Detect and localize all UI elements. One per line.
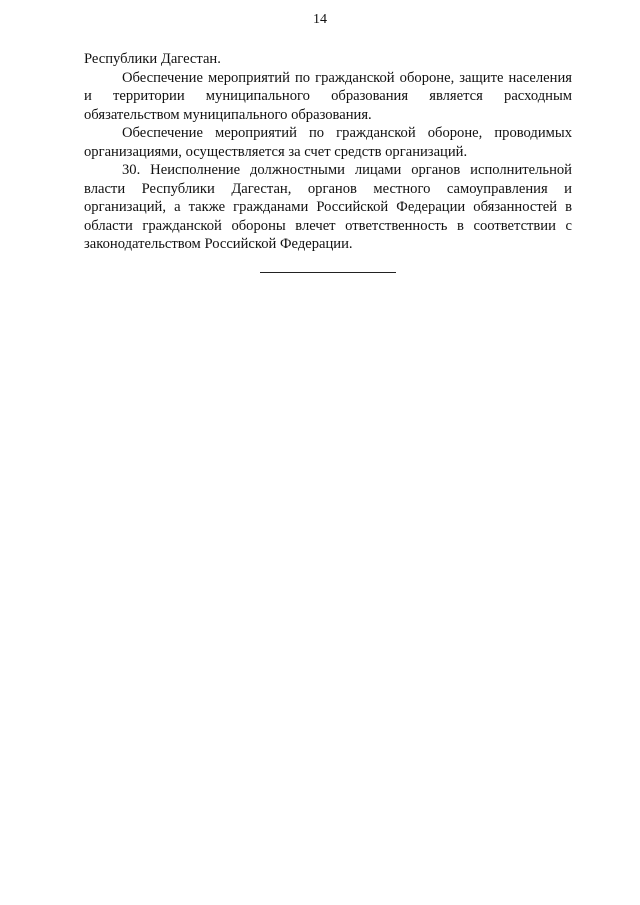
text-line: и территории муниципального образования является расходным bbox=[84, 88, 572, 104]
page-number: 14 bbox=[313, 12, 327, 27]
end-separator-line bbox=[260, 272, 396, 273]
text-line: Обеспечение мероприятий по гражданской обороне, проводимых bbox=[122, 125, 572, 141]
text-line: организаций, а также гражданами Российской Федерации обязанностей в bbox=[84, 199, 572, 215]
text-line: 30. Неисполнение должностными лицами органов исполнительной bbox=[122, 162, 572, 178]
text-line: законодательством Российской Федерации. bbox=[84, 236, 353, 252]
text-line: Обеспечение мероприятий по гражданской обороне, защите населения bbox=[122, 69, 572, 86]
text-line: Республики Дагестан. bbox=[84, 51, 221, 67]
text-line: обязательством муниципального образования. bbox=[84, 106, 372, 123]
text-line: организациями, осуществляется за счет средств организаций. bbox=[84, 143, 468, 160]
text-line: власти Республики Дагестан, органов местного самоуправления и bbox=[84, 180, 572, 197]
document-body bbox=[84, 50, 572, 254]
text-line: области гражданской обороны влечет ответственность в соответствии с bbox=[84, 217, 572, 234]
